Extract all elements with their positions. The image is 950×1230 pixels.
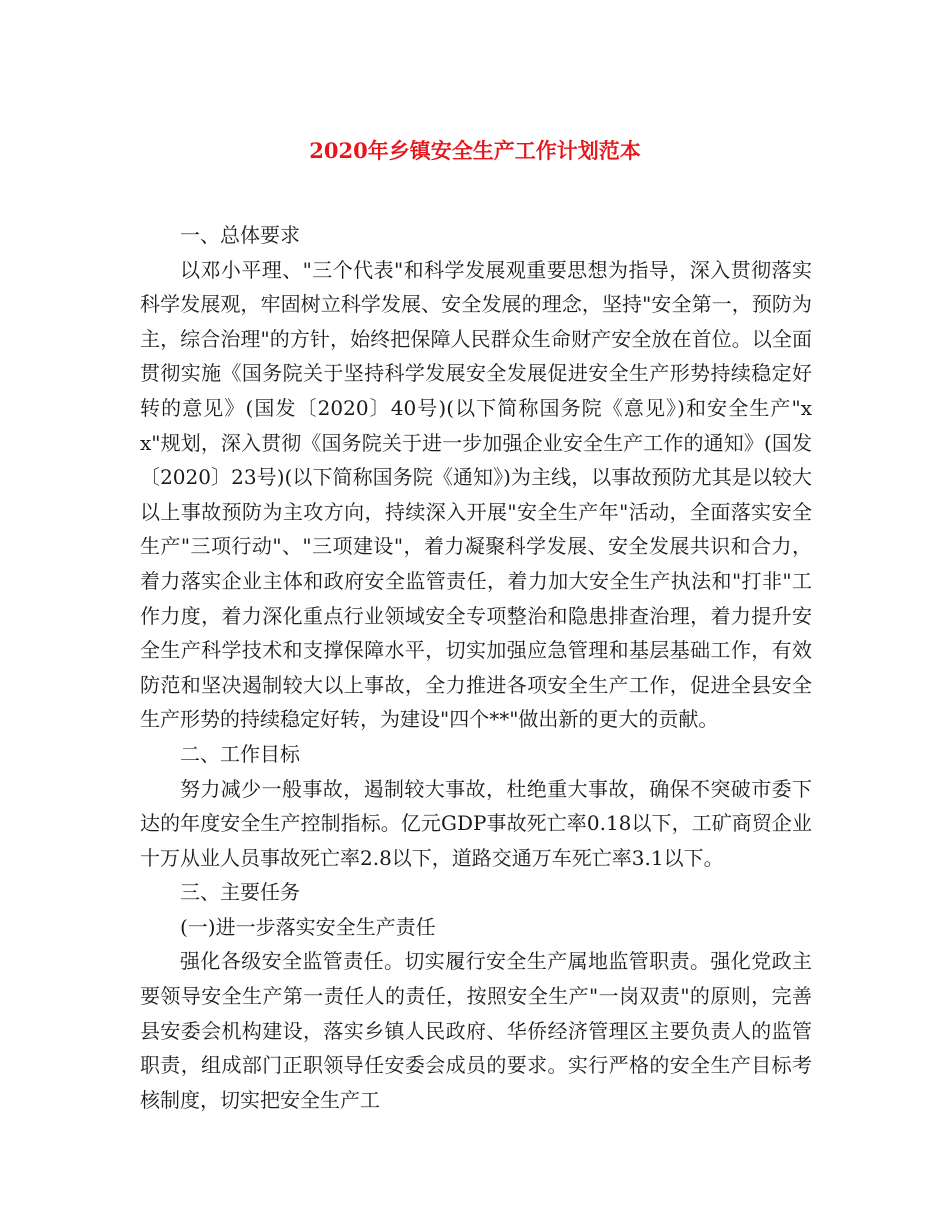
section-heading-general-requirements: 一、总体要求 (180, 223, 300, 247)
subsection-heading-responsibility: (一)进一步落实安全生产责任 (180, 914, 436, 939)
section-heading-work-goals: 二、工作目标 (180, 741, 300, 766)
paragraph-work-goals: 努力减少一般事故，遏制较大事故，杜绝重大事故，确保不突破市委下达的年度安全生产控制指标。亿元GDP事故死亡率0.18以下，工矿商贸企业十万从业人员事故死亡率2.8以下，道路交通万车死亡率3.1以下。 (140, 776, 812, 870)
paragraph-general-requirements: 以邓小平理、"三个代表"和科学发展观重要思想为指导，深入贯彻落实科学发展观，牢固树立科学发展、安全发展的理念，坚持"安全第一，预防为主，综合治理"的方针，始终把保障人民群众生命财产安全放在首位。以全面贯彻实施《国务院关于坚持科学发展安全发展促进安全生产形势持续稳定好转的意见》(国发〔2020〕40号)(以下简称国务院《意见》)和安全生产"xx"规划，深入贯彻《国务院关于进一步加强企业安全生产工作的通知》(国发〔2020〕23号)(以下简称国务院《通知》)为主线，以事故预防尤其是以较大以上事故预防为主攻方向，持续深入开展"安全生产年"活动，全面落实安全生产"三项行动"、"三项建设"，着力凝聚科学发展、安全发展共识和合力，着力落实企业主体和政府安全监管责任，着力加大安全生产执法和"打非"工作力度，着力深化重点行业领域安全专项整治和隐患排查治理，着力提升安全生产科学技术和支撑保障水平，切实加强应急管理和基层基础工作，有效防范和坚决遏制较大以上事故，全力推进各项安全生产工作，促进全县安全生产形势的持续稳定好转，为建设"四个**"做出新的更大的贡献。 (140, 257, 812, 732)
section-heading-main-tasks: 三、主要任务 (180, 880, 300, 905)
document-body (140, 218, 812, 1117)
paragraph-responsibility: 强化各级安全监管责任。切实履行安全生产属地监管职责。强化党政主要领导安全生产第一责任人的责任，按照安全生产"一岗双责"的原则，完善县安委会机构建设，落实乡镇人民政府、华侨经济管理区主要负责人的监管职责，组成部门正职领导任安委会成员的要求。实行严格的安全生产目标考核制度，切实把安全生产工 (140, 949, 812, 1112)
document-title: 2020年乡镇安全生产工作计划范本 (309, 138, 641, 163)
